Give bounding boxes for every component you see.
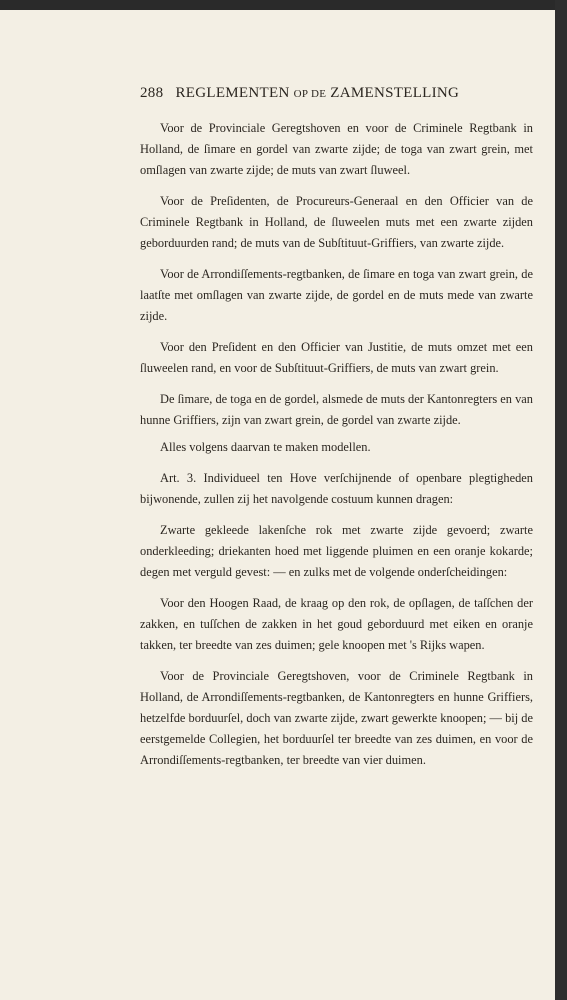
paragraph-costuum: Zwarte gekleede lakenſche rok met zwarte zijde gevoerd; zwarte onderkleeding; driekanten hoed met liggende pluimen en een oranje kokarde; degen met verguld gevest: — en zulks met de volgende onderſcheidingen:	[140, 523, 533, 579]
paragraph-hoogen-raad: Voor den Hoogen Raad, de kraag op den rok, de opſlagen, de taſſchen der zakken, en tuſſchen de zakken in het goud geborduurd met eiken en oranje takken, ter breedte van zes duimen; gele knoopen met 's Rijks wapen.	[140, 596, 533, 652]
header-title-part1: REGLEMENTEN	[175, 85, 290, 101]
header-title-part3: ZAMENSTELLING	[330, 85, 460, 101]
running-header	[140, 85, 540, 102]
paragraph-modellen: Alles volgens daarvan te maken modellen.	[160, 440, 371, 454]
paragraph-kantonregters: De ſimare, de toga en de gordel, alsmede de muts der Kantonregters en van hunne Griffiers, zijn van zwart grein, de gordel van zwarte zijde.	[140, 392, 533, 427]
paragraph-president-officier: Voor den Preſident en den Officier van Justitie, de muts omzet met een ſluweelen rand, en voor de Subſtituut-Griffiers, de muts van zwart grein.	[140, 340, 533, 375]
body-text	[140, 118, 533, 781]
paragraph-presidenten: Voor de Preſidenten, de Procureurs-Generaal en den Officier van de Criminele Regtbank in Holland, de ſluweelen muts met een zwarte zijden geborduurden rand; de muts van de Subſtituut-Griffiers, van zwarte zijde.	[140, 194, 533, 250]
paragraph-article-3: Art. 3. Individueel ten Hove verſchijnende of openbare plegtigheden bijwonende, zullen zij het navolgende costuum kunnen dragen:	[140, 471, 533, 506]
scan-right-edge	[555, 0, 567, 1000]
paragraph-borduursel: Voor de Provinciale Geregtshoven, voor de Criminele Regtbank in Holland, de Arrondiſſements-regtbanken, de Kantonregters en hunne Griffiers, hetzelfde borduurſel, doch van zwarte zijde, zwart gewerkte knoopen; — bij de eerstgemelde Collegien, het borduurſel ter breedte van zes duimen, en voor de Arrondiſſements-regtbanken, ter breedte van vier duimen.	[140, 669, 533, 767]
paragraph-provinciale-geregtshoven: Voor de Provinciale Geregtshoven en voor de Criminele Regtbank in Holland, de ſimare en gordel van zwarte zijde; de toga van zwart grein, met omſlagen van zwarte zijde; de muts van zwart ſluweel.	[140, 121, 533, 177]
paragraph-arrondissements: Voor de Arrondiſſements-regtbanken, de ſimare en toga van zwart grein, de laatſte met omſlagen van zwarte zijde, de gordel en de muts mede van zwarte zijde.	[140, 267, 533, 323]
scan-top-edge	[0, 0, 567, 10]
page-number: 288	[140, 85, 164, 101]
header-title-part2: OP DE	[293, 88, 327, 100]
